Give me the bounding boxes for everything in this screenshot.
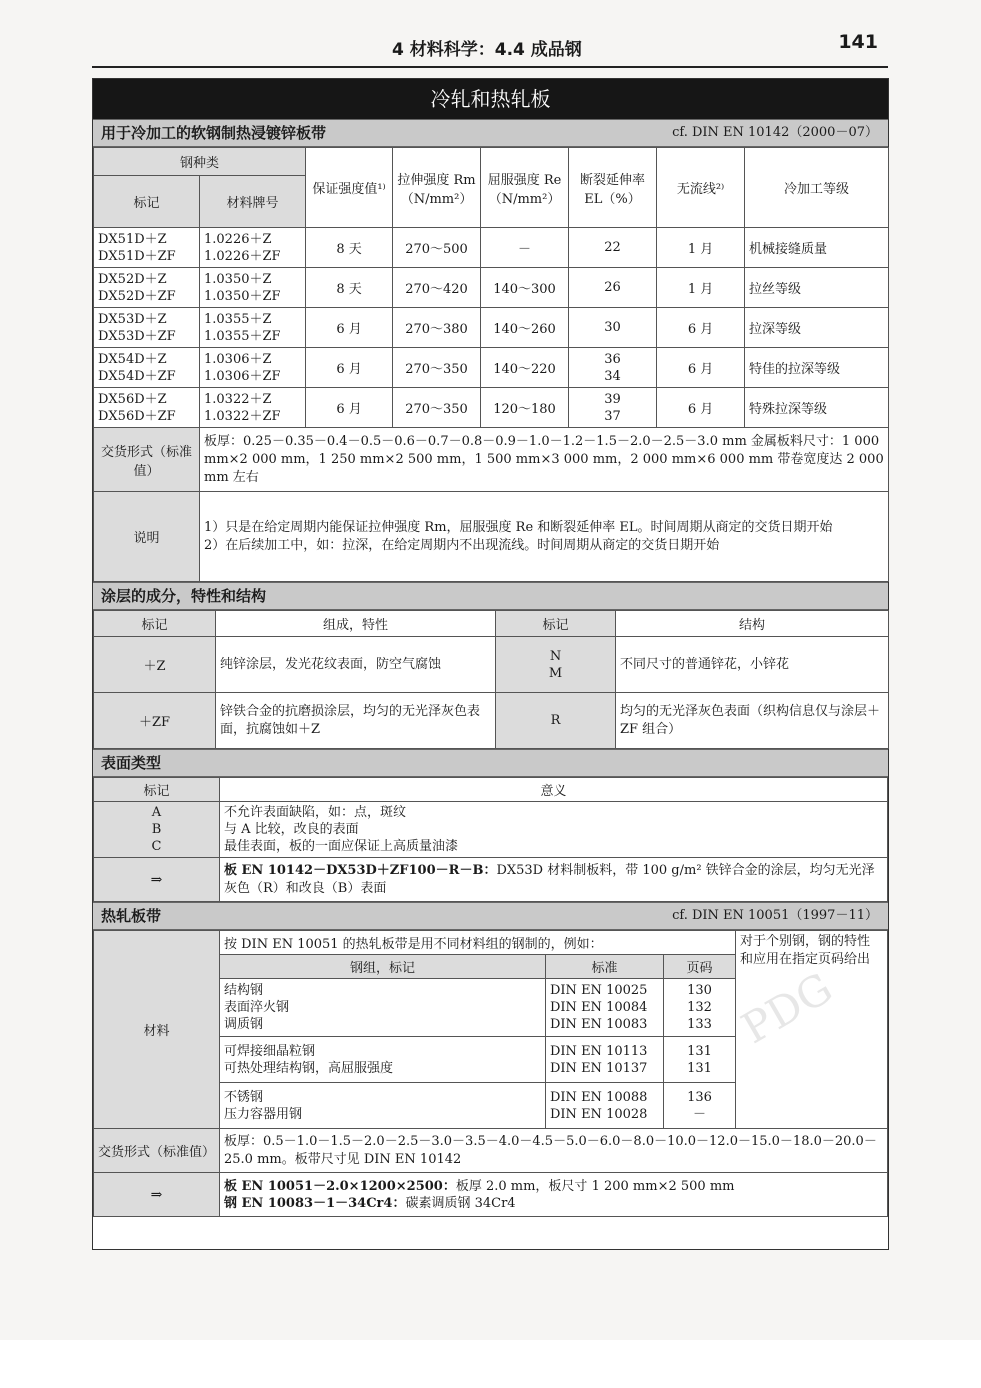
surface-table (93, 777, 888, 902)
header-grade: 冷加工等级 (745, 148, 889, 228)
section4-ref: cf. DIN EN 10051（1997－11） (672, 908, 878, 923)
steel-grades-table (93, 147, 889, 582)
yield-cell: 140～220 (481, 348, 569, 388)
coating-table (93, 610, 889, 749)
elongation-cell: 36 34 (569, 348, 657, 388)
steel-group-pages: 130 132 133 (664, 979, 736, 1037)
header-structure: 结构 (616, 611, 889, 637)
header-page: 页码 (664, 955, 736, 979)
grade-cell: 机械接缝质量 (745, 228, 889, 268)
designation-cell: DX52D＋Z DX52D＋ZF (94, 268, 200, 308)
tensile-cell: 270～350 (393, 388, 481, 428)
content-box (92, 78, 889, 1250)
tensile-cell: 270～420 (393, 268, 481, 308)
guarantee-cell: 8 天 (306, 268, 393, 308)
guarantee-cell: 6 月 (306, 348, 393, 388)
notes-cell (200, 492, 889, 582)
grade-cell: 特佳的拉深等级 (745, 348, 889, 388)
table-row (94, 228, 889, 268)
designation-cell: DX51D＋Z DX51D＋ZF (94, 228, 200, 268)
header-standard: 标准 (546, 955, 664, 979)
elongation-cell: 22 (569, 228, 657, 268)
material-no-cell: 1.0306＋Z 1.0306＋ZF (200, 348, 306, 388)
section3-title: 表面类型 (101, 754, 162, 772)
table-row (94, 268, 889, 308)
material-no-cell: 1.0322＋Z 1.0322＋ZF (200, 388, 306, 428)
no-flow-cell: 6 月 (657, 348, 745, 388)
designation-cell: DX53D＋Z DX53D＋ZF (94, 308, 200, 348)
steel-group-standards: DIN EN 10025 DIN EN 10084 DIN EN 10083 (546, 979, 664, 1037)
no-flow-cell: 6 月 (657, 388, 745, 428)
material-intro: 按 DIN EN 10051 的热轧板带是用不同材料组的钢制的，例如： (220, 931, 736, 955)
section-title-surface (93, 749, 888, 777)
grade-cell: 拉深等级 (745, 308, 889, 348)
section-title-coated-strip (93, 119, 888, 147)
coating-code: ＋Z (94, 637, 216, 693)
no-flow-cell: 1 月 (657, 228, 745, 268)
yield-cell: 120～180 (481, 388, 569, 428)
steel-group-standards: DIN EN 10113 DIN EN 10137 (546, 1037, 664, 1083)
hot-rolled-examples (220, 1173, 888, 1217)
hot-rolled-table (93, 930, 888, 1217)
material-no-cell: 1.0350＋Z 1.0350＋ZF (200, 268, 306, 308)
surface-codes: A B C (94, 802, 220, 858)
header-composition: 组成，特性 (216, 611, 496, 637)
section2-title: 涂层的成分，特性和结构 (101, 587, 267, 605)
section-title-hot-rolled (93, 902, 888, 930)
guarantee-cell: 6 月 (306, 388, 393, 428)
section-title-coating (93, 582, 888, 610)
table-row (94, 637, 889, 693)
yield-cell: 140～260 (481, 308, 569, 348)
no-flow-cell: 1 月 (657, 268, 745, 308)
structure-text: 均匀的无光泽灰色表面（织构信息仅与涂层＋ZF 组合） (616, 693, 889, 749)
guarantee-cell: 6 月 (306, 308, 393, 348)
page-header (92, 28, 888, 68)
table-row (94, 693, 889, 749)
yield-cell: － (481, 228, 569, 268)
note-2: 2）在后续加工中，如：拉深，在给定周期内不出现流线。时间周期从商定的交货日期开始 (204, 537, 720, 553)
tensile-cell: 270～350 (393, 348, 481, 388)
structure-text: 不同尺寸的普通锌花，小锌花 (616, 637, 889, 693)
header-meaning: 意义 (220, 778, 888, 802)
page-header-title: 4 材料科学：4.4 成品钢 (392, 40, 582, 60)
steel-group-standards: DIN EN 10088 DIN EN 10028 (546, 1083, 664, 1129)
example-2: 钢 EN 10083－1－34Cr4：碳素调质钢 34Cr4 (224, 1195, 516, 1211)
box-title: 冷轧和热轧板 (93, 79, 888, 119)
surface-meanings: 不允许表面缺陷，如：点，斑纹 与 A 比较，改良的表面 最佳表面，板的一面应保证上高质量油漆 (220, 802, 888, 858)
elongation-cell: 39 37 (569, 388, 657, 428)
side-note: 对于个别钢，钢的特性和应用在指定页码给出 (736, 931, 888, 1129)
grade-cell: 拉丝等级 (745, 268, 889, 308)
designation-cell: DX54D＋Z DX54D＋ZF (94, 348, 200, 388)
header-no-flow: 无流线²⁾ (657, 148, 745, 228)
no-flow-cell: 6 月 (657, 308, 745, 348)
yield-cell: 140～300 (481, 268, 569, 308)
header-coating-designation: 标记 (94, 611, 216, 637)
steel-group-pages: 131 131 (664, 1037, 736, 1083)
steel-group-names: 不锈钢 压力容器用钢 (220, 1083, 546, 1129)
header-surface-designation: 标记 (94, 778, 220, 802)
steel-group-names: 可焊接细晶粒钢 可热处理结构钢，高屈服强度 (220, 1037, 546, 1083)
delivery-label: 交货形式（标准值） (94, 428, 200, 492)
hot-delivery-label: 交货形式（标准值） (94, 1129, 220, 1173)
coating-composition: 纯锌涂层，发光花纹表面，防空气腐蚀 (216, 637, 496, 693)
delivery-text: 板厚：0.25－0.35－0.4－0.5－0.6－0.7－0.8－0.9－1.0－1.2－1.5－2.0－2.5－3.0 mm 金属板料尺寸：1 000 mm×2 000 mm，1 250 mm×2 500 mm，1 500 mm×3 000 mm，2 000 mm×6 000 mm 带卷宽度达 2 000 mm 左右 (200, 428, 889, 492)
elongation-cell: 30 (569, 308, 657, 348)
grade-cell: 特殊拉深等级 (745, 388, 889, 428)
notes-label: 说明 (94, 492, 200, 582)
material-no-cell: 1.0226＋Z 1.0226＋ZF (200, 228, 306, 268)
structure-code: R (496, 693, 616, 749)
coating-composition: 锌铁合金的抗磨损涂层，均匀的无光泽灰色表面，抗腐蚀如＋Z (216, 693, 496, 749)
designation-cell: DX56D＋Z DX56D＋ZF (94, 388, 200, 428)
page-number: 141 (838, 31, 878, 53)
header-material-no: 材料牌号 (200, 176, 306, 228)
header-tensile: 拉伸强度 Rm （N/mm²） (393, 148, 481, 228)
example-arrow-icon: ⇒ (94, 1173, 220, 1217)
tensile-cell: 270～380 (393, 308, 481, 348)
table-row (94, 308, 889, 348)
section4-title: 热轧板带 (101, 907, 162, 925)
tensile-cell: 270～500 (393, 228, 481, 268)
elongation-cell: 26 (569, 268, 657, 308)
header-steel-group-designation: 钢组，标记 (220, 955, 546, 979)
header-steel-group: 钢种类 (94, 148, 306, 176)
surface-example: 板 EN 10142－DX53D＋ZF100－R－B：DX53D 材料制板料，带 100 g/m² 铁锌合金的涂层，均匀无光泽灰色（R）和改良（B）表面 (220, 858, 888, 902)
material-label: 材料 (94, 931, 220, 1129)
coating-code: ＋ZF (94, 693, 216, 749)
steel-group-pages: 136 － (664, 1083, 736, 1129)
structure-code: N M (496, 637, 616, 693)
material-no-cell: 1.0355＋Z 1.0355＋ZF (200, 308, 306, 348)
note-1: 1）只是在给定周期内能保证拉伸强度 Rm，屈服强度 Re 和断裂延伸率 EL。时间周期从商定的交货日期开始 (204, 519, 833, 535)
table-row (94, 388, 889, 428)
section1-title: 用于冷加工的软钢制热浸镀锌板带 (101, 124, 327, 142)
header-yield: 屈服强度 Re （N/mm²） (481, 148, 569, 228)
header-guarantee: 保证强度值¹⁾ (306, 148, 393, 228)
table-row (94, 348, 889, 388)
header-elongation: 断裂延伸率 EL（%） (569, 148, 657, 228)
example-1: 板 EN 10051－2.0×1200×2500：板厚 2.0 mm，板尺寸 1 200 mm×2 500 mm (224, 1178, 735, 1194)
steel-group-names: 结构钢 表面淬火钢 调质钢 (220, 979, 546, 1037)
section1-ref: cf. DIN EN 10142（2000－07） (672, 125, 878, 140)
header-coating-designation-2: 标记 (496, 611, 616, 637)
hot-delivery-text: 板厚：0.5－1.0－1.5－2.0－2.5－3.0－3.5－4.0－4.5－5.0－6.0－8.0－10.0－12.0－15.0－18.0－20.0－25.0 mm。板带尺寸见 DIN EN 10142 (220, 1129, 888, 1173)
header-designation: 标记 (94, 176, 200, 228)
guarantee-cell: 8 天 (306, 228, 393, 268)
example-arrow-icon: ⇒ (94, 858, 220, 902)
